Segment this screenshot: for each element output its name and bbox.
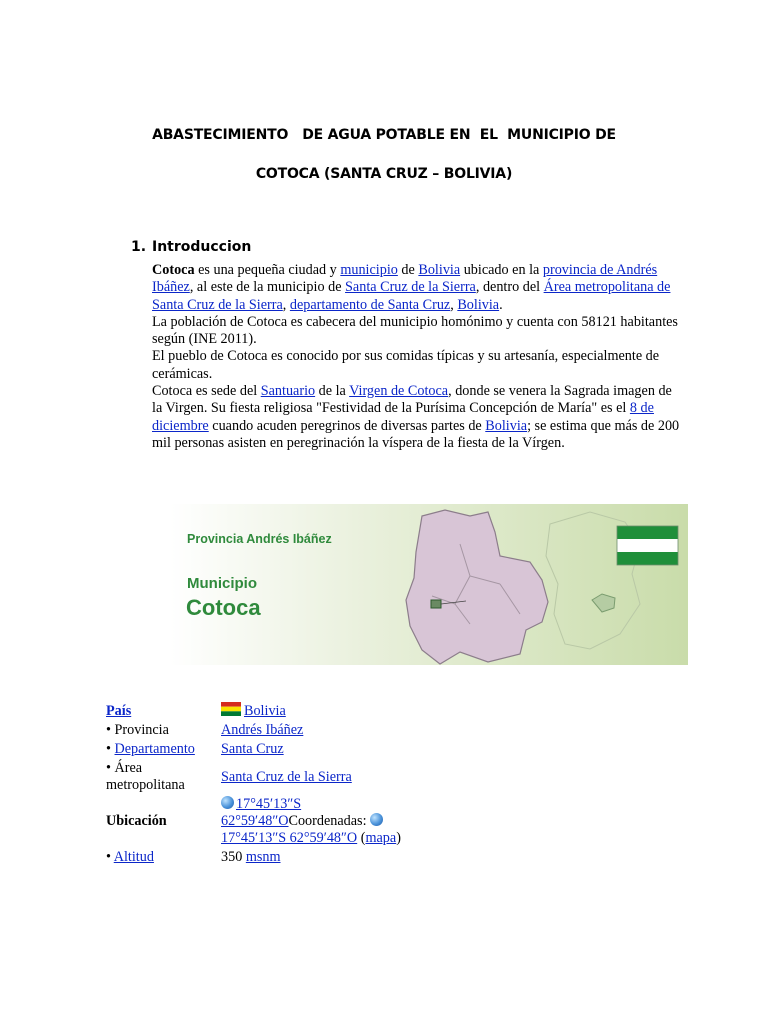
section-title: Introduccion: [152, 239, 252, 255]
bolivia-flag-icon: [221, 702, 241, 716]
link-pais-bolivia[interactable]: Bolivia: [244, 703, 286, 719]
infobox-value-cell: [221, 795, 521, 848]
link-mapa[interactable]: mapa: [365, 830, 397, 846]
text: .: [499, 296, 503, 313]
text: (: [357, 830, 366, 846]
link-pais[interactable]: País: [106, 702, 132, 719]
document-title-line-2: COTOCA (SANTA CRUZ – BOLIVIA): [255, 166, 513, 182]
infobox-key-cell: [106, 759, 221, 795]
text: ; se estima que más de 200 mil personas asisten en peregrinación la víspera de la fiesta de la Vírgen.: [152, 417, 680, 451]
infobox-row-area: [106, 759, 521, 795]
link-coord-lat[interactable]: 17°45′13″S: [236, 796, 302, 812]
link-santa-cruz-de-la-sierra[interactable]: Santa Cruz de la Sierra: [345, 279, 476, 296]
infobox-row-pais: [106, 701, 521, 721]
municipio-map-image: [170, 504, 688, 665]
map-graphic: [170, 504, 688, 665]
infobox-key-cell: [106, 848, 221, 867]
bullet: •: [106, 741, 115, 757]
text: , al este de la municipio de: [189, 279, 346, 296]
link-coord-full[interactable]: 17°45′13″S 62°59′48″O: [221, 830, 358, 846]
text: de: [397, 262, 419, 278]
section-heading: [131, 239, 251, 255]
infobox-row-provincia: [106, 721, 521, 740]
infobox-key-cell: [106, 740, 221, 759]
text: ubicado en la: [460, 262, 543, 278]
link-municipio[interactable]: municipio: [340, 262, 398, 278]
link-coord-lon[interactable]: 62°59′48″O: [221, 813, 289, 829]
intro-paragraph-1: [152, 262, 682, 314]
text: Cotoca es sede del: [152, 383, 261, 400]
provincia-label: Provincia Andrés Ibáñez: [187, 532, 332, 546]
document-title-line-1: ABASTECIMIENTO DE AGUA POTABLE EN EL MUNICIPIO DE: [152, 127, 616, 143]
ubicacion-key: Ubicación: [106, 813, 167, 829]
intro-body: [152, 262, 682, 452]
intro-paragraph-2: La población de Cotoca es cabecera del municipio homónimo y cuenta con 58121 habitantes según (INE 2011).: [152, 313, 678, 348]
cotoca-bold: Cotoca: [152, 262, 195, 278]
link-bolivia-2[interactable]: Bolivia: [457, 296, 500, 313]
link-8-de-diciembre[interactable]: 8 de diciembre: [152, 400, 654, 434]
text: , dentro del: [475, 279, 544, 296]
text: de la: [315, 383, 350, 400]
infobox-value-cell: [221, 701, 521, 721]
link-provincia[interactable]: provincia de Andrés Ibáñez: [152, 262, 658, 296]
infobox-value-cell: [221, 721, 521, 740]
infobox-value-cell: [221, 740, 521, 759]
text: cuando acuden peregrinos de diversas partes de: [208, 417, 486, 434]
area-key-line-2: metropolitana: [106, 777, 185, 793]
globe-icon: [221, 796, 234, 809]
intro-paragraph-3: El pueblo de Cotoca es conocido por sus comidas típicas y su artesanía, especialmente de cerámicas.: [152, 348, 660, 382]
link-altitud[interactable]: Altitud: [113, 849, 154, 865]
link-provincia-value[interactable]: Andrés Ibáñez: [221, 722, 304, 738]
infobox-key-provincia: • Provincia: [106, 722, 169, 738]
infobox-table: [106, 701, 521, 867]
intro-paragraph-4: [152, 383, 682, 452]
infobox-key-cell: [106, 795, 221, 848]
text: ,: [450, 296, 458, 313]
section-number: 1.: [131, 239, 147, 255]
infobox-value-cell: [221, 759, 521, 795]
coordenadas-label: Coordenadas:: [288, 813, 371, 829]
cotoca-location-small: [431, 600, 441, 608]
link-area-value[interactable]: Santa Cruz de la Sierra: [221, 768, 352, 785]
area-key-line-1: • Área: [106, 760, 143, 776]
link-santuario[interactable]: Santuario: [260, 383, 316, 400]
department-flag: [617, 526, 678, 565]
link-departamento[interactable]: departamento de Santa Cruz: [289, 296, 451, 313]
link-msnm[interactable]: msnm: [245, 849, 281, 865]
infobox-row-departamento: [106, 740, 521, 759]
text: es una pequeña ciudad y: [194, 262, 341, 278]
globe-icon: [370, 813, 383, 826]
link-departamento-value[interactable]: Santa Cruz: [221, 741, 284, 757]
altitud-value: 350: [221, 849, 246, 865]
infobox-row-ubicacion: [106, 795, 521, 848]
infobox-value-cell: [221, 848, 521, 867]
cotoca-label: Cotoca: [186, 595, 261, 620]
link-area-metropolitana[interactable]: Área metropolitana de Santa Cruz de la Sierra: [152, 279, 671, 313]
text: , donde se venera la Sagrada imagen de la Virgen. Su fiesta religiosa "Festividad de la Purísima Concepción de María" es el: [152, 383, 672, 417]
text: ): [396, 830, 401, 846]
infobox-key-cell: [106, 701, 221, 721]
link-departamento-key[interactable]: Departamento: [114, 741, 195, 757]
link-virgen-de-cotoca[interactable]: Virgen de Cotoca: [349, 383, 449, 400]
infobox-row-altitud: [106, 848, 521, 867]
text: ,: [282, 296, 290, 313]
bullet: •: [106, 849, 114, 865]
municipio-label: Municipio: [187, 575, 257, 592]
link-bolivia[interactable]: Bolivia: [418, 262, 461, 278]
link-bolivia-3[interactable]: Bolivia: [485, 417, 528, 434]
